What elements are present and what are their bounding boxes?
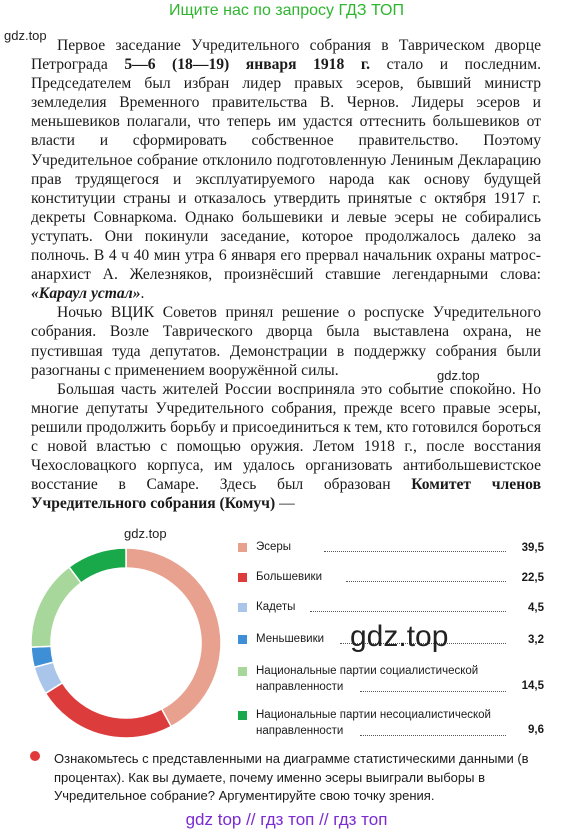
paragraph <box>31 36 541 303</box>
legend-label: Эсеры <box>256 541 292 553</box>
emphasis-text: «Караул устал» <box>31 285 141 303</box>
task-marker-icon <box>30 751 40 761</box>
text-run: стало и последним. Председателем был избран лидер правых эсеров, бывший министр земледелия Временного правительства В. Чернов. Лидеры эсеров и меньшевиков полагали, что теперь им удастся оттеснить большевиков от власти и сформировать собственное правительство. Поэтому Учредительное собрание отклонило подготовленную Лениным Декларацию прав трудящегося и эксплуатируемого народа как основу будущей конституции страны и отказалось утвердить принятые с октября 1917 г. декреты Совнаркома. Однако большевики и левые эсеры не собирались уступать. Они покинули заседание, которое продолжалось далеко за полночь. В 4 ч 40 мин утра 6 января его прервал начальник охраны матрос-анархист А. Железняков, произнёсший ставшие легендарными слова: <box>31 56 541 284</box>
text-run: . <box>140 285 145 303</box>
party-donut-chart <box>26 543 226 743</box>
task-text: Ознакомьтесь с представленными на диаграмме статистическими данными (в процентах). Как вы думаете, почему именно эсеры выиграли выборы в Учредительное собрание? Аргументируйте свою точку зрения. <box>54 751 529 803</box>
paragraph <box>31 380 541 514</box>
legend-label: Меньшевики <box>256 633 325 645</box>
watermark-large: gdz.top <box>350 620 449 653</box>
leader-dots <box>346 581 506 582</box>
legend-swatch <box>238 635 247 644</box>
emphasis-text: Комитет членов Учредительного собрания (Комуч) <box>31 476 542 513</box>
donut-slice <box>69 548 126 583</box>
legend-value: 9,6 <box>528 724 544 736</box>
text-run: Ночью ВЦИК Советов принял решение о роспуске Учредительного собрания. Возле Таврического дворца была выставлена охрана, не пустившая туда депутатов. Демонстрации в поддержку собрания были разогнаны с применением вооружённой силы. <box>31 304 541 379</box>
watermark: gdz.top <box>124 526 167 541</box>
legend-swatch <box>238 603 247 612</box>
legend-label: Национальные партии несоциалистической <box>256 709 491 721</box>
search-banner: Ищите нас по запросу ГДЗ ТОП <box>169 2 404 19</box>
donut-slice <box>45 683 171 738</box>
emphasis-text: 5—6 (18—19) января 1918 г. <box>124 56 371 74</box>
text-run: Большая часть жителей России восприняла это событие спокойно. Но многие депутаты Учредительного собрания, прежде всего правые эсеры, решили продолжить борьбу и присоединиться к тем, кто готовился бороться с новой властью с помощью оружия. Летом 1918 г., после восстания Чехословацкого корпуса, им удалось организовать антибольшевистское восстание в Самаре. Здесь был образован <box>31 380 541 494</box>
legend-value: 22,5 <box>521 572 544 584</box>
legend-label: Национальные партии социалистической <box>256 665 479 677</box>
legend-swatch <box>238 667 247 676</box>
text-run: Первое заседание Учредительного собрания в Таврическом дворце Петрограда <box>31 37 541 74</box>
main-text <box>31 36 541 513</box>
text-run: — <box>275 495 295 513</box>
legend-label: Кадеты <box>256 601 296 613</box>
legend-value: 4,5 <box>528 602 544 614</box>
legend-swatch <box>238 573 247 582</box>
legend-value: 3,2 <box>528 634 544 646</box>
legend-label: направленности <box>256 725 344 737</box>
footer-links: gdz top // гдз топ // гдз топ <box>185 810 388 829</box>
watermark: gdz.top <box>437 368 480 383</box>
legend-value: 14,5 <box>521 680 544 692</box>
donut-slice <box>31 567 81 647</box>
legend-value: 39,5 <box>521 542 544 554</box>
leader-dots <box>324 551 506 552</box>
watermark: gdz.top <box>4 28 47 43</box>
legend-label: направленности <box>256 681 344 693</box>
legend-swatch <box>238 543 247 552</box>
leader-dots <box>360 735 506 736</box>
leader-dots <box>360 691 506 692</box>
donut-slice <box>126 548 221 727</box>
legend-swatch <box>238 711 247 720</box>
leader-dots <box>310 611 506 612</box>
legend-label: Большевики <box>256 571 323 583</box>
